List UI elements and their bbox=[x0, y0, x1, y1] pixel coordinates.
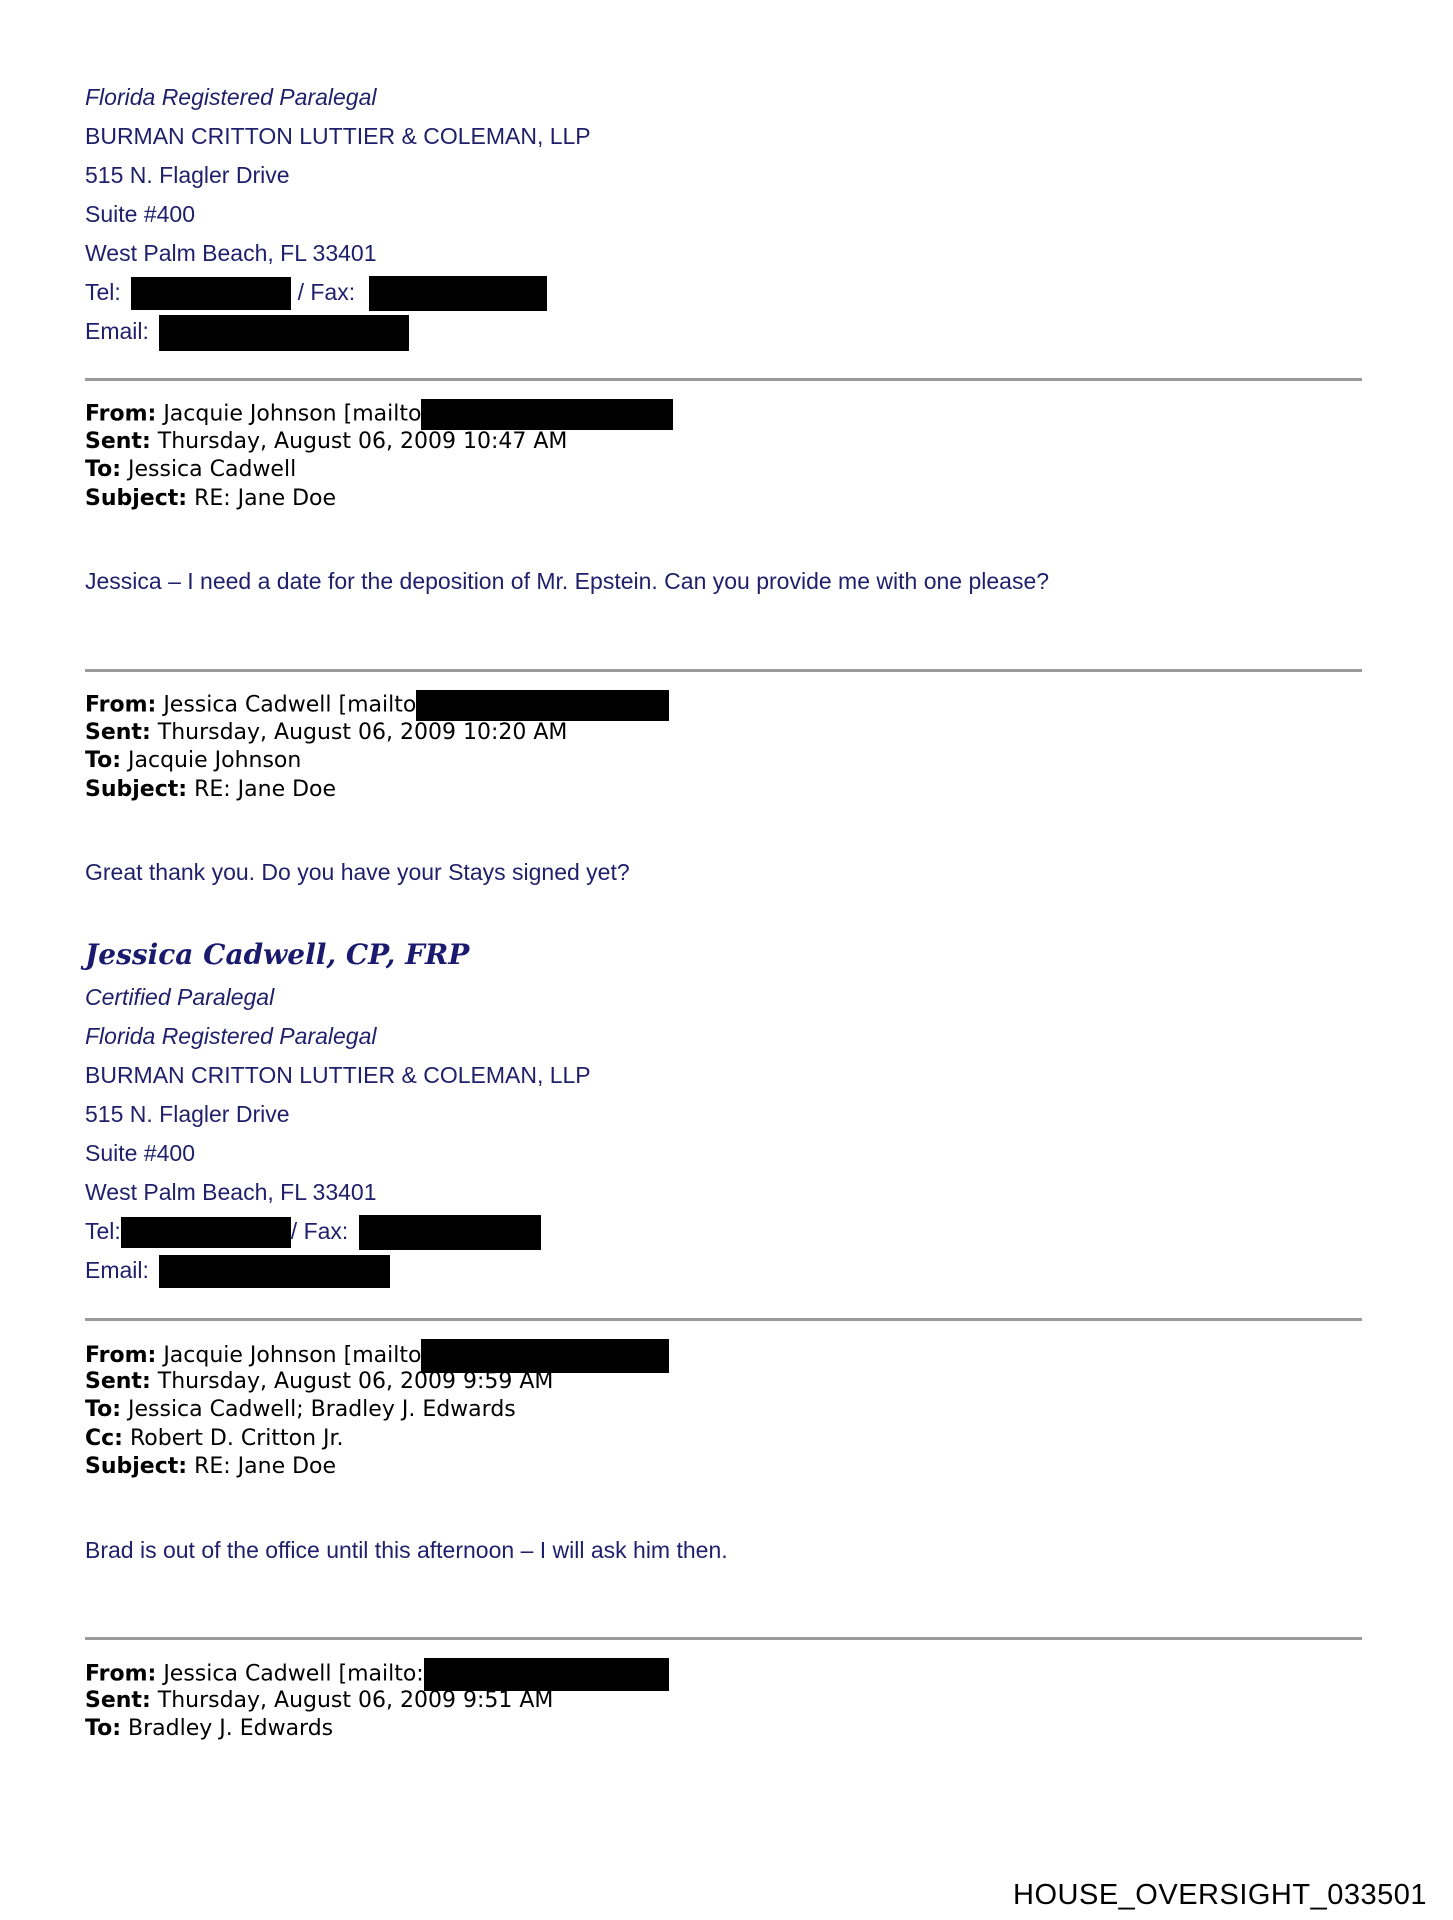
redaction bbox=[416, 690, 669, 721]
signature-title: Certified Paralegal bbox=[85, 984, 275, 1010]
to-value: Jessica Cadwell; Bradley J. Edwards bbox=[128, 1397, 516, 1422]
email-body: Great thank you. Do you have your Stays signed yet? bbox=[85, 859, 630, 885]
from-row bbox=[85, 399, 673, 428]
sent-value: Thursday, August 06, 2009 9:51 AM bbox=[157, 1687, 554, 1713]
signature-city: West Palm Beach, FL 33401 bbox=[85, 240, 377, 266]
to-value: Jacquie Johnson bbox=[128, 748, 302, 773]
fax-label: / Fax: bbox=[290, 1218, 349, 1244]
from-row bbox=[85, 1339, 669, 1368]
signature-street: 515 N. Flagler Drive bbox=[85, 1101, 290, 1127]
redaction bbox=[369, 276, 547, 311]
email-body: Jessica – I need a date for the deposition of Mr. Epstein. Can you provide me with one please? bbox=[85, 568, 1050, 594]
signature-firm: BURMAN CRITTON LUTTIER & COLEMAN, LLP bbox=[85, 1062, 591, 1088]
separator-rule bbox=[85, 669, 1362, 672]
sent-value: Thursday, August 06, 2009 10:20 AM bbox=[157, 719, 568, 745]
sent-value: Thursday, August 06, 2009 9:59 AM bbox=[157, 1368, 554, 1394]
to-label: To: bbox=[85, 1397, 121, 1422]
subject-label: Subject: bbox=[85, 776, 188, 802]
redaction bbox=[159, 315, 409, 351]
email-header bbox=[85, 690, 669, 804]
to-row bbox=[85, 1715, 669, 1744]
bates-number: HOUSE_OVERSIGHT_033501 bbox=[1013, 1879, 1427, 1911]
signature-title: Florida Registered Paralegal bbox=[85, 84, 377, 110]
subject-value: RE: Jane Doe bbox=[194, 1454, 337, 1479]
redaction bbox=[159, 1255, 390, 1288]
signature-block bbox=[85, 78, 591, 351]
from-label: From: bbox=[85, 1661, 157, 1687]
signature-title: Florida Registered Paralegal bbox=[85, 1023, 377, 1049]
from-value: Jessica Cadwell [mailto bbox=[163, 692, 417, 718]
redaction bbox=[359, 1215, 541, 1250]
cc-label: Cc: bbox=[85, 1425, 123, 1451]
sent-label: Sent: bbox=[85, 1687, 151, 1713]
separator-rule bbox=[85, 378, 1362, 381]
to-label: To: bbox=[85, 748, 121, 773]
from-row bbox=[85, 690, 669, 719]
tel-label: Tel: bbox=[85, 279, 121, 305]
email-label: Email: bbox=[85, 318, 149, 344]
fax-label: / Fax: bbox=[297, 279, 356, 305]
from-value: Jacquie Johnson [mailto bbox=[163, 401, 422, 427]
to-value: Bradley J. Edwards bbox=[128, 1716, 334, 1741]
redaction bbox=[121, 1217, 291, 1248]
email-body: Brad is out of the office until this afternoon – I will ask him then. bbox=[85, 1537, 728, 1563]
from-label: From: bbox=[85, 401, 157, 427]
signature-phone-line bbox=[85, 1212, 591, 1251]
email-header bbox=[85, 399, 673, 513]
from-label: From: bbox=[85, 692, 157, 718]
separator-rule bbox=[85, 1637, 1362, 1640]
to-row bbox=[85, 456, 673, 485]
to-label: To: bbox=[85, 1716, 121, 1741]
from-label: From: bbox=[85, 1343, 157, 1368]
signature-city: West Palm Beach, FL 33401 bbox=[85, 1179, 377, 1205]
subject-label: Subject: bbox=[85, 1454, 188, 1479]
to-label: To: bbox=[85, 457, 121, 482]
signature-email-line bbox=[85, 312, 591, 351]
tel-label: Tel: bbox=[85, 1218, 121, 1244]
sent-label: Sent: bbox=[85, 1368, 151, 1394]
email-label: Email: bbox=[85, 1257, 149, 1283]
from-value: Jacquie Johnson [mailto bbox=[163, 1343, 422, 1368]
subject-label: Subject: bbox=[85, 485, 188, 511]
to-value: Jessica Cadwell bbox=[128, 457, 297, 482]
separator-rule bbox=[85, 1318, 1362, 1321]
signature-suite: Suite #400 bbox=[85, 1140, 195, 1166]
cc-row bbox=[85, 1425, 669, 1454]
signature-name: Jessica Cadwell, CP, FRP bbox=[85, 938, 470, 971]
signature-block bbox=[85, 932, 591, 1290]
sent-label: Sent: bbox=[85, 719, 151, 745]
signature-street: 515 N. Flagler Drive bbox=[85, 162, 290, 188]
from-value: Jessica Cadwell [mailto: bbox=[163, 1661, 424, 1687]
sent-row bbox=[85, 719, 669, 748]
signature-phone-line bbox=[85, 273, 591, 312]
cc-value: Robert D. Critton Jr. bbox=[129, 1425, 344, 1451]
redaction bbox=[421, 399, 673, 430]
subject-row bbox=[85, 485, 673, 514]
subject-value: RE: Jane Doe bbox=[194, 776, 337, 802]
email-header bbox=[85, 1658, 669, 1744]
signature-suite: Suite #400 bbox=[85, 201, 195, 227]
sent-label: Sent: bbox=[85, 428, 151, 454]
to-row bbox=[85, 1396, 669, 1425]
email-header bbox=[85, 1339, 669, 1482]
signature-firm: BURMAN CRITTON LUTTIER & COLEMAN, LLP bbox=[85, 123, 591, 149]
signature-email-line bbox=[85, 1251, 591, 1290]
subject-row bbox=[85, 1453, 669, 1482]
subject-row bbox=[85, 776, 669, 805]
redaction bbox=[131, 277, 291, 310]
subject-value: RE: Jane Doe bbox=[194, 485, 337, 511]
to-row bbox=[85, 747, 669, 776]
sent-value: Thursday, August 06, 2009 10:47 AM bbox=[157, 428, 568, 454]
from-row bbox=[85, 1658, 669, 1687]
sent-row bbox=[85, 428, 673, 457]
